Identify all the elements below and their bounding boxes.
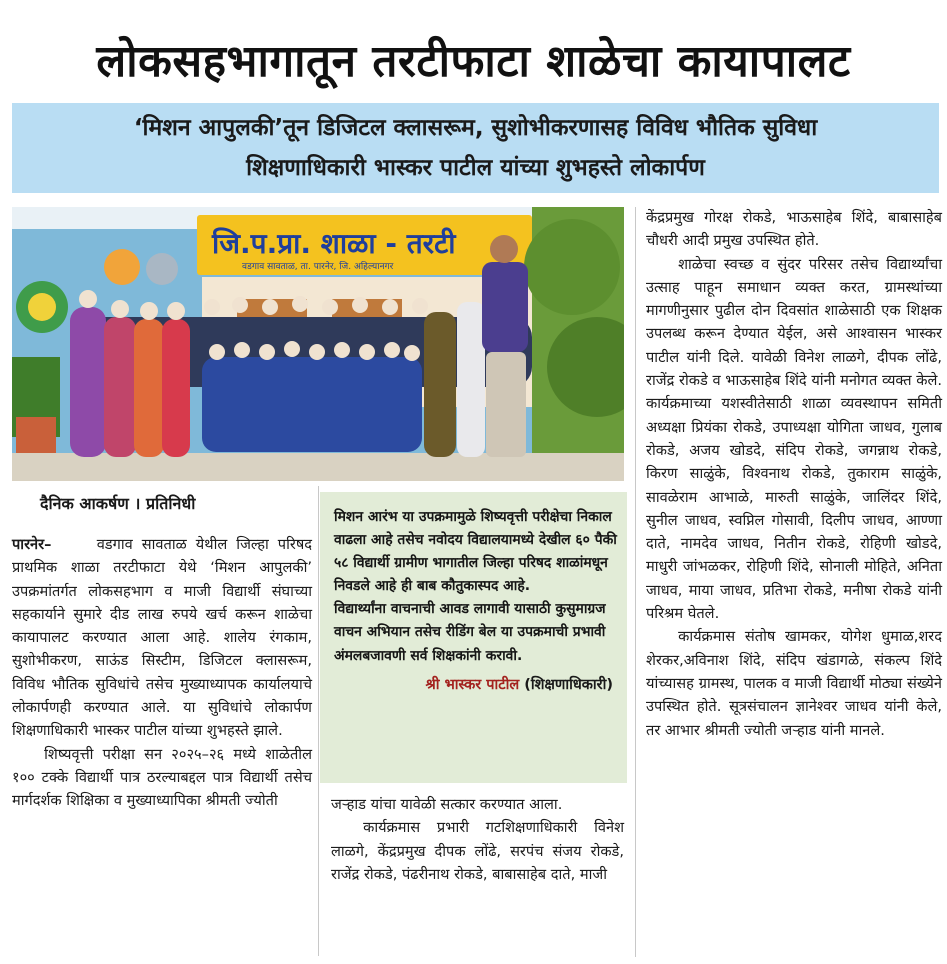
pull-quote-signature — [334, 674, 617, 694]
subheadline-line-2: शिक्षणाधिकारी भास्कर पाटील यांच्या शुभहस्ते लोकार्पण — [246, 155, 705, 181]
article-paragraph: शाळेचा स्वच्छ व सुंदर परिसर तसेच विद्यार्थ्यांचा उत्साह पाहून समाधान व्यक्त करत, ग्रामस्थांच्या मागणीनुसार पुढील दोन दिवसांत शाळेसाठी एक शिक्षक उपलब्ध करून देण्यात येईल, असे आश्वासन भास्कर पाटील यांनी दिले. यावेळी विनेश लाळगे, दीपक लोंढे, राजेंद्र रोकडे व भाऊसाहेब शिंदे यांनी मनोगत व्यक्त केले. कार्यक्रमाच्या यशस्वीतेसाठी शाळा व्यवस्थापन समिती अध्यक्षा प्रियंका रोकडे, उपाध्यक्षा योगिता जाधव, गुलाब रोकडे, अजय खोडदे, संदिप रोकडे, जगन्नाथ रोकडे, किरण साळुंके, विश्वनाथ रोकडे, तुकाराम साळुंके, सावळेराम आभाळे, मारुती साळुंके, जालिंदर शिंदे, सुनील जाधव, स्वप्निल गोसावी, दिलीप जाधव, आण्णा दाते, नामदेव जाधव, नितीन रोकडे, रोहिणी खोडदे, माधुरी जांभळकर, रोहिणी शिंदे, सोनाली मोहिते, अनिता जाधव, माया जाधव, प्रतिभा रोकडे, मनीषा रोकडे यांनी परिश्रम घेतले. — [646, 255, 942, 623]
byline: दैनिक आकर्षण । प्रतिनिधी — [40, 494, 196, 513]
news-photo — [12, 207, 624, 481]
pull-quote-box — [320, 492, 627, 783]
article-paragraph: केंद्रप्रमुख गोरक्ष रोकडे, भाऊसाहेब शिंदे, बाबासाहेब चौधरी आदी प्रमुख उपस्थित होते. — [646, 209, 942, 250]
banner-text: जि.प.प्रा. शाळा - तरटी — [212, 227, 456, 260]
subheadline-band — [12, 103, 939, 193]
column-divider — [318, 486, 319, 956]
subheadline-line-1: ‘मिशन आपुलकी’तून डिजिटल क्लासरूम, सुशोभीकरणासह विविध भौतिक सुविधा — [133, 115, 818, 141]
article-paragraph: जऱ्हाड यांचा यावेळी सत्कार करण्यात आला. — [331, 796, 563, 813]
article-column-1 — [12, 533, 312, 813]
column-divider — [635, 207, 636, 957]
headline: लोकसहभागातून तरटीफाटा शाळेचा कायापालट — [96, 36, 851, 87]
article-paragraph: कार्यक्रमास प्रभारी गटशिक्षणाधिकारी विनेश लाळगे, केंद्रप्रमुख दीपक लोंढे, सरपंच संजय रोकडे, राजेंद्र रोकडे, पंढरीनाथ रोकडे, बाबासाहेब दाते, माजी — [331, 819, 624, 883]
article-column-3 — [646, 206, 942, 742]
pull-quote-name: श्री भास्कर पाटील — [425, 676, 520, 693]
banner-subtext: वडगाव सावताळ, ता. पारनेर, जि. अहिल्यानगर — [242, 262, 394, 272]
article-paragraph: वडगाव सावताळ येथील जिल्हा परिषद प्राथमिक शाळा तरटीफाटा येथे ‘मिशन आपुलकी’ उपक्रमांतर्गत लोकसहभाग व माजी विद्यार्थी संघाच्या सहकार्याने सुमारे दीड लाख रुपये खर्च करून शाळेचा कायापालट करण्यात आला आहे. शालेय रंगकाम, सुशोभीकरण, साऊंड सिस्टीम, डिजिटल क्लासरूम, विविध भौतिक सुविधांचे तसेच मुख्याध्यापक कार्यालयाचे लोकार्पणही करण्यात आले. या सुविधांचे लोकार्पण शिक्षणाधिकारी भास्कर पाटील यांच्या शुभहस्ते झाले. — [12, 536, 312, 740]
pull-quote-text: मिशन आरंभ या उपक्रमामुळे शिष्यवृत्ती परीक्षेचा निकाल वाढला आहे तसेच नवोदय विद्यालयामध्ये देखील ६० पैकी ५८ विद्यार्थी ग्रामीण भागातील जिल्हा परिषद शाळांमधून निवडले आहे ही बाब कौतुकास्पद आहे. विद्यार्थ्यांना वाचनाची आवड लागावी यासाठी कुसुमाग्रज वाचन अभियान तसेच रीडिंग बेल या उपक्रमाची प्रभावी अंमलबजावणी सर्व शिक्षकांनी करावी. — [334, 509, 617, 664]
dateline-place: पारनेर– — [12, 536, 52, 553]
article-paragraph: कार्यक्रमास संतोष खामकर, योगेश धुमाळ,शरद शेरकर,अविनाश शिंदे, संदिप खंडागळे, संकल्प शिंदे यांच्यासह ग्रामस्थ, पालक व माजी विद्यार्थी मोठ्या संख्येने उपस्थित होते. सूत्रसंचालन ज्ञानेश्वर जाधव यांनी केले, तर आभार श्रीमती ज्योती जऱ्हाड यांनी मानले. — [646, 628, 942, 739]
article-paragraph: शिष्यवृत्ती परीक्षा सन २०२५–२६ मध्ये शाळेतील १०० टक्के विद्यार्थी पात्र ठरल्याबद्दल पात्र विद्यार्थी तसेच मार्गदर्शक शिक्षिका व मुख्याध्यापिका श्रीमती ज्योती — [12, 745, 312, 810]
article-column-2 — [331, 793, 624, 886]
pull-quote-role: (शिक्षणाधिकारी) — [524, 676, 613, 693]
